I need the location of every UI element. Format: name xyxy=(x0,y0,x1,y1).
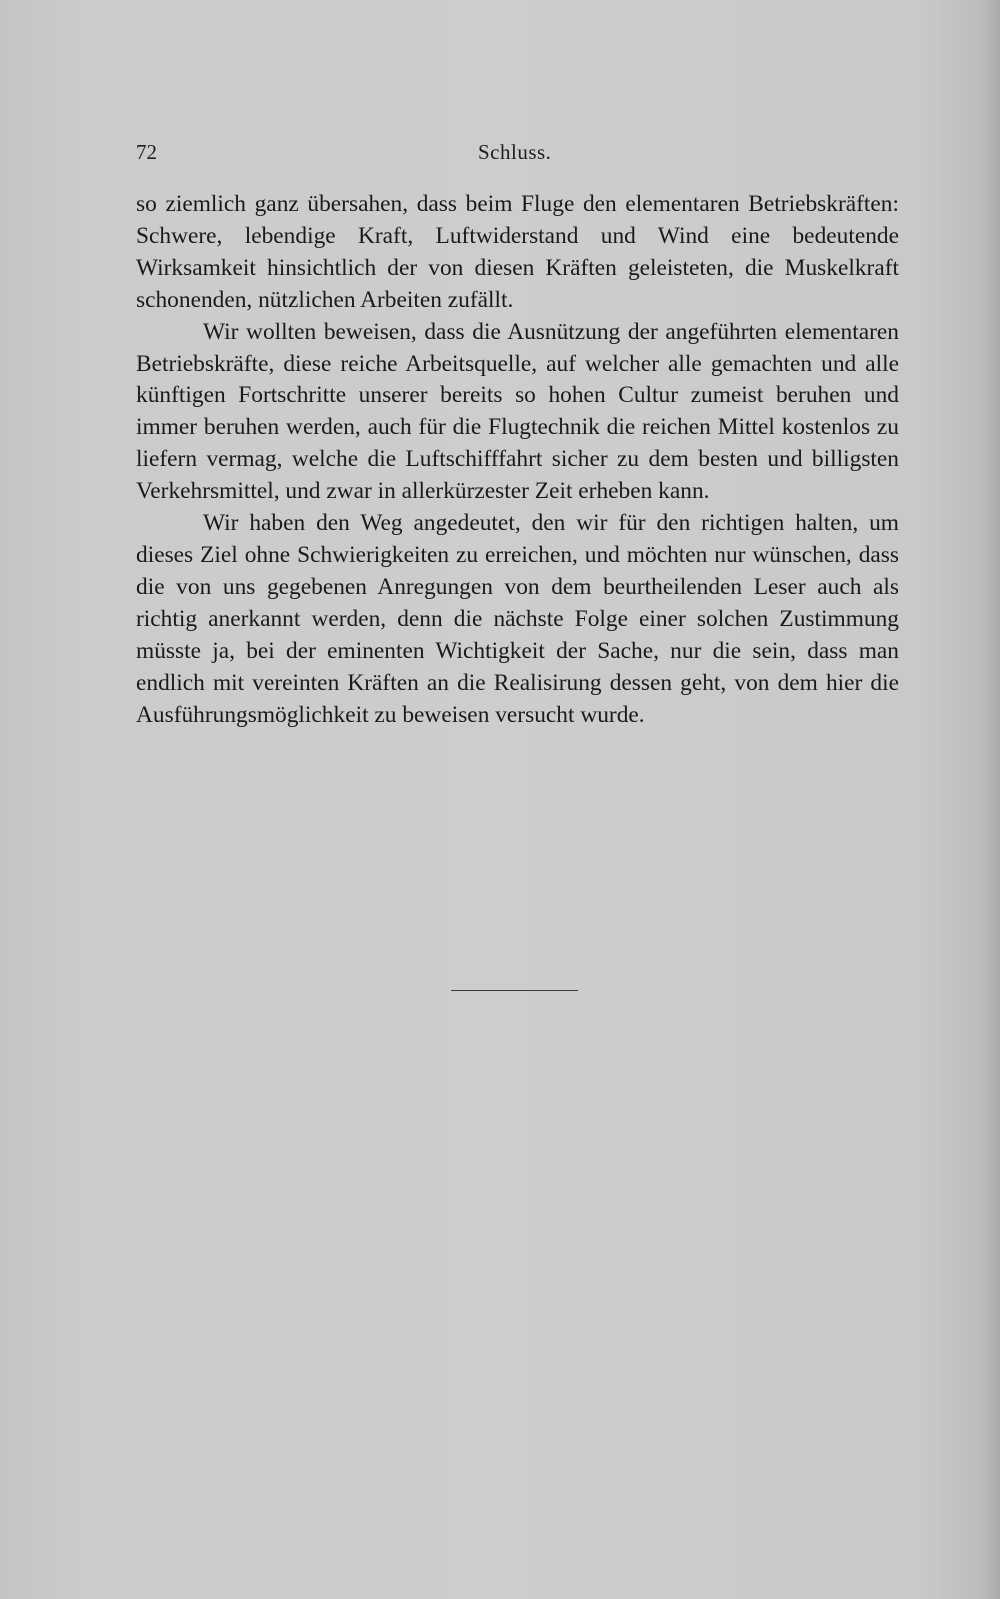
page-number: 72 xyxy=(136,140,157,164)
paragraph-3: Wir haben den Weg angedeutet, den wir für den richtigen halten, um dieses Ziel ohne Schwierigkeiten zu erreichen, und möchten nur wünschen, dass die von uns gegebenen Anregungen von dem beurtheilenden Leser auch als richtig anerkannt werden, denn die nächste Folge einer solchen Zustimmung müsste ja, bei der eminenten Wichtigkeit der Sache, nur die sein, dass man endlich mit vereinten Kräften an die Realisirung dessen geht, von dem hier die Ausführungsmöglichkeit zu beweisen versucht wurde. xyxy=(136,510,899,728)
paragraph-1: so ziemlich ganz übersahen, dass beim Fluge den elementaren Betriebskräften: Schwere, lebendige Kraft, Luftwiderstand und Wind eine bedeutende Wirksamkeit hinsichtlich der von diesen Kräften geleisteten, die Muskelkraft schonenden, nützlichen Arbeiten zufällt. xyxy=(136,191,899,313)
page-header xyxy=(0,138,1000,168)
paragraph-2: Wir wollten beweisen, dass die Ausnützung der angeführten elementaren Betriebskräfte, diese reiche Arbeitsquelle, auf welcher alle gemachten und alle künftigen Fortschritte unserer bereits so hohen Cultur zumeist beruhen und immer beruhen werden, auch für die Flugtechnik die reichen Mittel kostenlos zu liefern vermag, welche die Luftschifffahrt sicher zu dem besten und billigsten Verkehrsmittel, und zwar in allerkürzester Zeit erheben kann. xyxy=(136,318,899,505)
running-title: Schluss. xyxy=(478,140,552,164)
end-rule xyxy=(451,990,578,991)
body-text xyxy=(136,189,899,731)
